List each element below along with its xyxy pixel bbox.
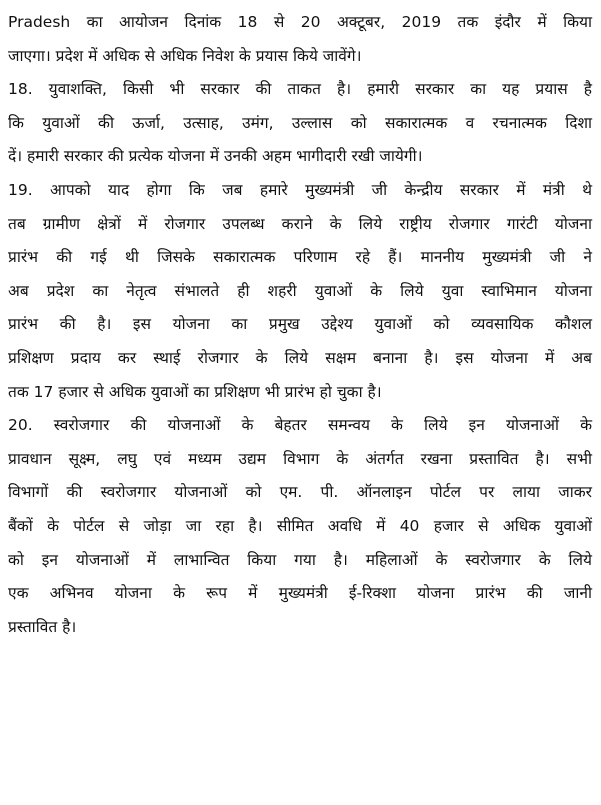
text-line: प्रशिक्षण प्रदाय कर स्थाई रोजगार के लिये सक्षम बनाना है। इस योजना में अब — [8, 348, 592, 367]
text-line: जाएगा। प्रदेश में अधिक से अधिक निवेश के प्रयास किये जावेंगे। — [8, 46, 362, 65]
text-line: विभागों की स्वरोजगार योजनाओं को एम. पी. ऑनलाइन पोर्टल पर लाया जाकर — [8, 483, 592, 502]
text-line: कि युवाओं की ऊर्जा, उत्साह, उमंग, उल्लास को सकारात्मक व रचनात्मक दिशा — [8, 113, 592, 132]
text-line: प्रावधान सूक्ष्म, लघु एवं मध्यम उद्यम विभाग के अंतर्गत रखना प्रस्तावित है। सभी — [8, 449, 592, 468]
text-line: Pradesh का आयोजन दिनांक 18 से 20 अक्टूबर, 2019 तक इंदौर में किया — [8, 13, 592, 31]
text-line: बैंकों के पोर्टल से जोड़ा जा रहा है। सीमित अवधि में 40 हजार से अधिक युवाओं — [8, 516, 592, 535]
text-line: को इन योजनाओं में लाभान्वित किया गया है। महिलाओं के स्वरोजगार के लिये — [8, 550, 592, 569]
text-line: तक 17 हजार से अधिक युवाओं का प्रशिक्षण भी प्रारंभ हो चुका है। — [8, 382, 382, 401]
text-line: अब प्रदेश का नेतृत्व संभालते ही शहरी युवाओं के लिये युवा स्वाभिमान योजना — [8, 281, 592, 300]
text-line: एक अभिनव योजना के रूप में मुख्यमंत्री ई-रिक्शा योजना प्रारंभ की जानी — [8, 584, 592, 603]
text-line: प्रारंभ की गई थी जिसके सकारात्मक परिणाम रहे हैं। माननीय मुख्यमंत्री जी ने — [8, 248, 592, 267]
paragraph-19-first-line: 19. आपको याद होगा कि जब हमारे मुख्यमंत्री जी केन्द्रीय सरकार में मंत्री थे — [8, 180, 592, 199]
paragraph-18-first-line: 18. युवाशक्ति, किसी भी सरकार की ताकत है। हमारी सरकार का यह प्रयास है — [8, 80, 592, 99]
text-line: प्रस्तावित है। — [8, 617, 77, 636]
text-line: तब ग्रामीण क्षेत्रों में रोजगार उपलब्ध कराने के लिये राष्ट्रीय रोजगार गारंटी योजना — [8, 214, 592, 233]
text-line: दें। हमारी सरकार की प्रत्येक योजना में उनकी अहम भागीदारी रखी जायेगी। — [8, 147, 423, 166]
document-page — [8, 6, 592, 644]
text-line: प्रारंभ की है। इस योजना का प्रमुख उद्देश्य युवाओं को व्यवसायिक कौशल — [8, 315, 592, 334]
paragraph-20-first-line: 20. स्वरोजगार की योजनाओं के बेहतर समन्वय के लिये इन योजनाओं के — [8, 416, 592, 435]
